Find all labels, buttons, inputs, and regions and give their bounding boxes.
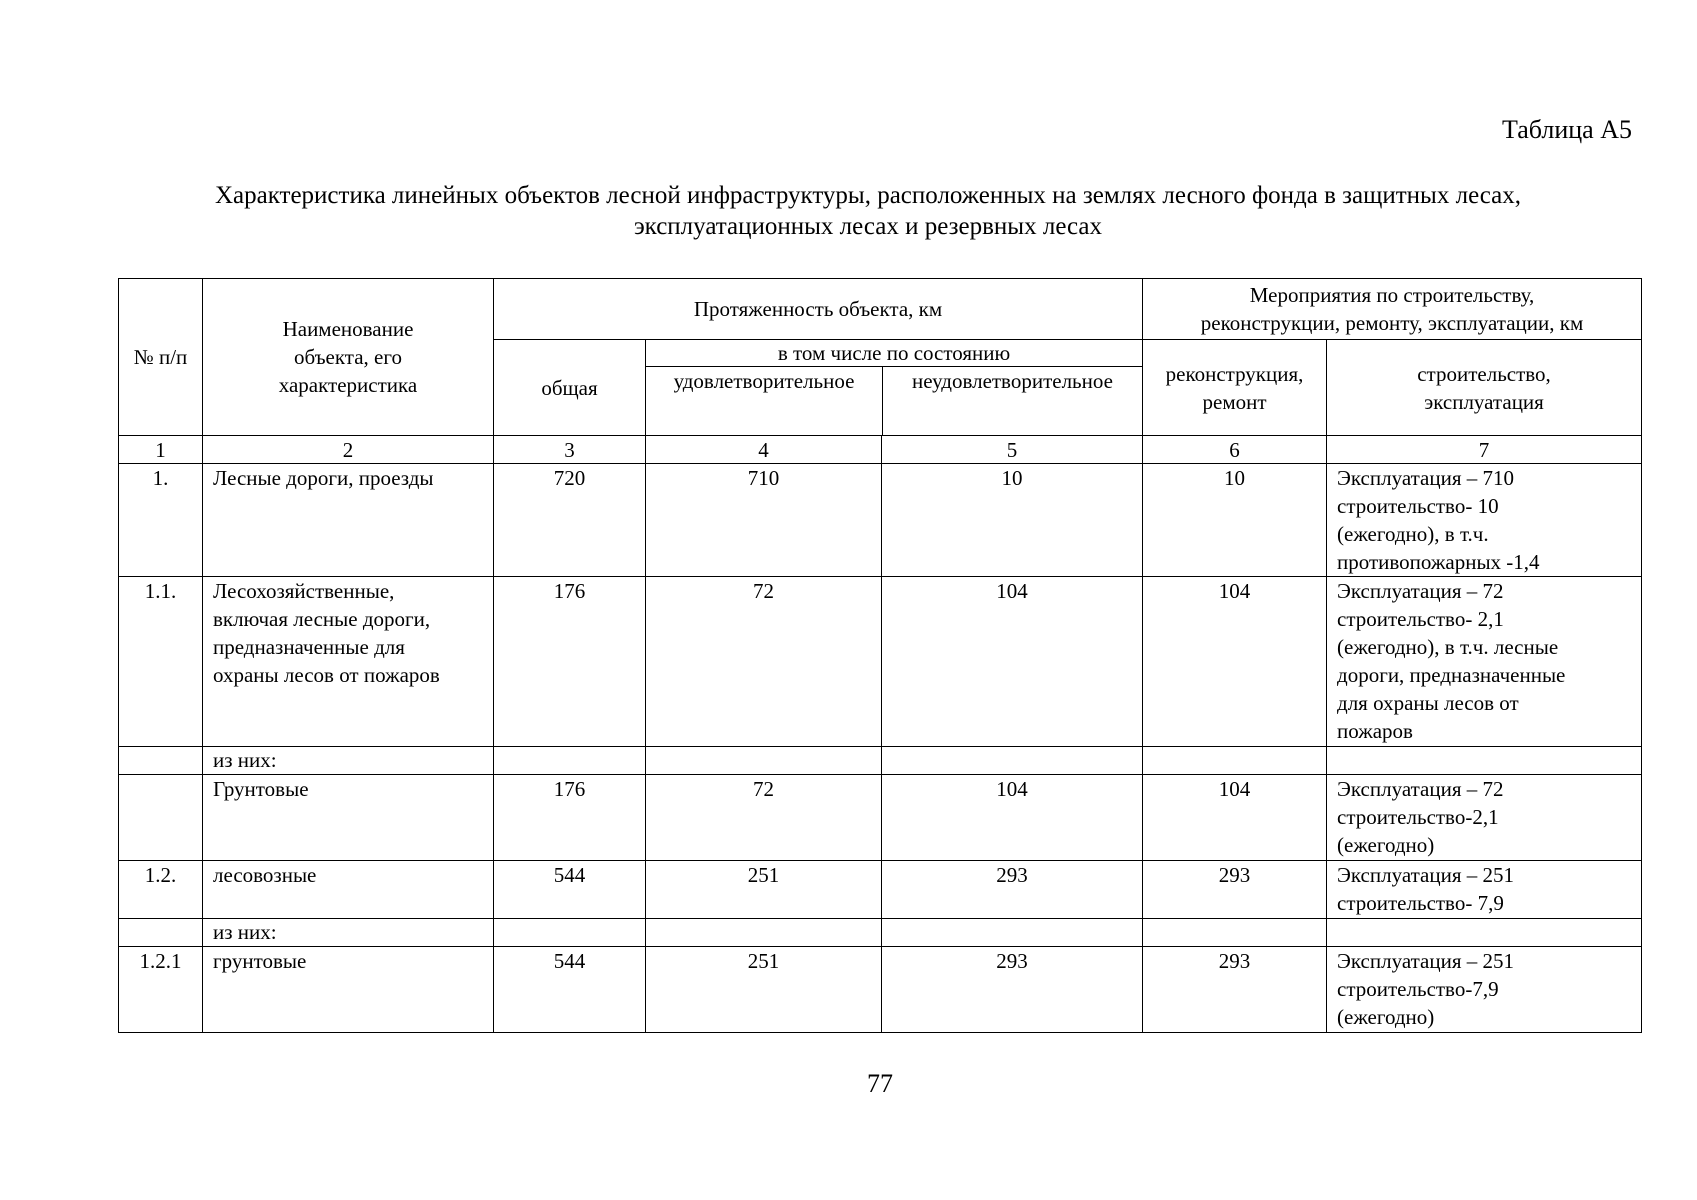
row-reconstruction: 293 <box>1143 861 1327 919</box>
row-construction-line: строительство-7,9 <box>1337 977 1499 1001</box>
row-satisfactory: 251 <box>646 947 882 1033</box>
title-line-2: эксплуатационных лесах и резервных лесах <box>633 213 1103 240</box>
row-total <box>494 919 646 947</box>
row-construction-line: противопожарных -1,4 <box>1337 550 1540 574</box>
column-number: 4 <box>646 436 882 464</box>
header-name <box>203 279 494 436</box>
table-label: Таблица А5 <box>1502 115 1632 144</box>
header-reconstruction <box>1143 340 1327 436</box>
header-unsatisfactory: неудовлетворительное <box>912 369 1113 393</box>
row-satisfactory: 251 <box>646 861 882 919</box>
column-number: 3 <box>494 436 646 464</box>
infrastructure-table <box>118 278 1642 1033</box>
row-total <box>494 747 646 775</box>
row-reconstruction <box>1143 919 1327 947</box>
header-number: № п/п <box>119 279 203 436</box>
row-name: лесовозные <box>203 861 494 919</box>
header-satisfactory: удовлетворительное <box>646 367 883 435</box>
row-unsatisfactory: 10 <box>882 464 1143 577</box>
row-construction <box>1327 577 1642 747</box>
row-construction-line: (ежегодно) <box>1337 833 1435 857</box>
row-construction-line: строительство- 10 <box>1337 494 1499 518</box>
row-construction <box>1327 919 1642 947</box>
header-name-line: объекта, его <box>294 345 402 369</box>
row-name: Грунтовые <box>203 775 494 861</box>
row-construction-line: строительство- 2,1 <box>1337 607 1504 631</box>
row-satisfactory <box>646 747 882 775</box>
row-unsatisfactory: 104 <box>882 577 1143 747</box>
row-satisfactory: 72 <box>646 577 882 747</box>
page-number: 77 <box>867 1069 893 1098</box>
table-row <box>119 775 1642 861</box>
row-satisfactory: 72 <box>646 775 882 861</box>
header-by-state: в том числе по состоянию <box>646 340 1142 367</box>
header-measures-line: Мероприятия по строительству, <box>1249 283 1535 307</box>
row-name <box>203 577 494 747</box>
row-reconstruction: 293 <box>1143 947 1327 1033</box>
row-construction-line: (ежегодно) <box>1337 1005 1435 1029</box>
column-number: 5 <box>882 436 1143 464</box>
row-unsatisfactory: 293 <box>882 861 1143 919</box>
row-construction-line: (ежегодно), в т.ч. лесные <box>1337 635 1559 659</box>
row-construction <box>1327 775 1642 861</box>
row-reconstruction: 104 <box>1143 577 1327 747</box>
row-construction-line: Эксплуатация – 251 <box>1337 949 1514 973</box>
row-unsatisfactory <box>882 747 1143 775</box>
row-total: 176 <box>494 775 646 861</box>
row-construction <box>1327 947 1642 1033</box>
table-row <box>119 947 1642 1033</box>
header-name-line: Наименование <box>282 317 414 341</box>
row-number <box>119 919 203 947</box>
row-construction-line: Эксплуатация – 251 <box>1337 863 1514 887</box>
row-name: из них: <box>203 919 494 947</box>
row-construction <box>1327 747 1642 775</box>
row-unsatisfactory: 104 <box>882 775 1143 861</box>
row-total: 720 <box>494 464 646 577</box>
row-construction-line: дороги, предназначенные <box>1337 663 1566 687</box>
row-satisfactory: 710 <box>646 464 882 577</box>
header-measures-line: реконструкции, ремонту, эксплуатации, км <box>1200 311 1584 335</box>
column-number: 2 <box>203 436 494 464</box>
column-number-row <box>119 436 1642 464</box>
row-construction <box>1327 861 1642 919</box>
row-construction-line: строительство-2,1 <box>1337 805 1499 829</box>
header-construction-line: эксплуатация <box>1424 389 1544 414</box>
row-construction <box>1327 464 1642 577</box>
row-number: 1.2.1 <box>119 947 203 1033</box>
row-number <box>119 775 203 861</box>
table-row <box>119 464 1642 577</box>
row-reconstruction: 10 <box>1143 464 1327 577</box>
header-name-line: характеристика <box>278 373 418 397</box>
row-construction-line: строительство- 7,9 <box>1337 891 1504 915</box>
row-construction-line: Эксплуатация – 710 <box>1337 466 1514 490</box>
row-name-line: Лесохозяйственные, <box>213 579 395 603</box>
header-measures <box>1143 279 1642 340</box>
column-number: 6 <box>1143 436 1327 464</box>
row-number: 1.2. <box>119 861 203 919</box>
row-satisfactory <box>646 919 882 947</box>
header-reconstruction-line: реконструкция, <box>1165 361 1304 386</box>
header-by-state-group <box>646 340 1143 436</box>
row-unsatisfactory: 293 <box>882 947 1143 1033</box>
row-unsatisfactory <box>882 919 1143 947</box>
row-construction-line: Эксплуатация – 72 <box>1337 777 1504 801</box>
row-construction-line: пожаров <box>1337 719 1413 743</box>
header-state-split <box>646 367 1142 435</box>
row-number <box>119 747 203 775</box>
row-reconstruction: 104 <box>1143 775 1327 861</box>
row-total: 544 <box>494 947 646 1033</box>
table-row <box>119 747 1642 775</box>
document-title <box>118 180 1618 242</box>
row-name <box>203 464 494 577</box>
row-name-line: Лесные дороги, проезды <box>213 466 434 490</box>
table-row <box>119 577 1642 747</box>
row-name: грунтовые <box>203 947 494 1033</box>
header-construction <box>1327 340 1642 436</box>
row-name-line: включая лесные дороги, <box>213 607 431 631</box>
table-row <box>119 919 1642 947</box>
column-number: 7 <box>1327 436 1642 464</box>
title-line-1: Характеристика линейных объектов лесной инфраструктуры, расположенных на землях лесного фонда в защитных лесах, <box>214 182 1522 209</box>
row-name-line: охраны лесов от пожаров <box>213 663 440 687</box>
row-total: 544 <box>494 861 646 919</box>
table-row <box>119 861 1642 919</box>
row-construction-line: Эксплуатация – 72 <box>1337 579 1504 603</box>
header-construction-line: строительство, <box>1417 361 1551 386</box>
row-number: 1.1. <box>119 577 203 747</box>
row-construction-line: (ежегодно), в т.ч. <box>1337 522 1489 546</box>
row-construction-line: для охраны лесов от <box>1337 691 1519 715</box>
row-total: 176 <box>494 577 646 747</box>
column-number: 1 <box>119 436 203 464</box>
row-name: из них: <box>203 747 494 775</box>
header-total: общая <box>494 340 646 436</box>
row-number: 1. <box>119 464 203 577</box>
header-reconstruction-line: ремонт <box>1202 389 1267 414</box>
header-length: Протяженность объекта, км <box>494 279 1143 340</box>
row-reconstruction <box>1143 747 1327 775</box>
row-name-line: предназначенные для <box>213 635 405 659</box>
